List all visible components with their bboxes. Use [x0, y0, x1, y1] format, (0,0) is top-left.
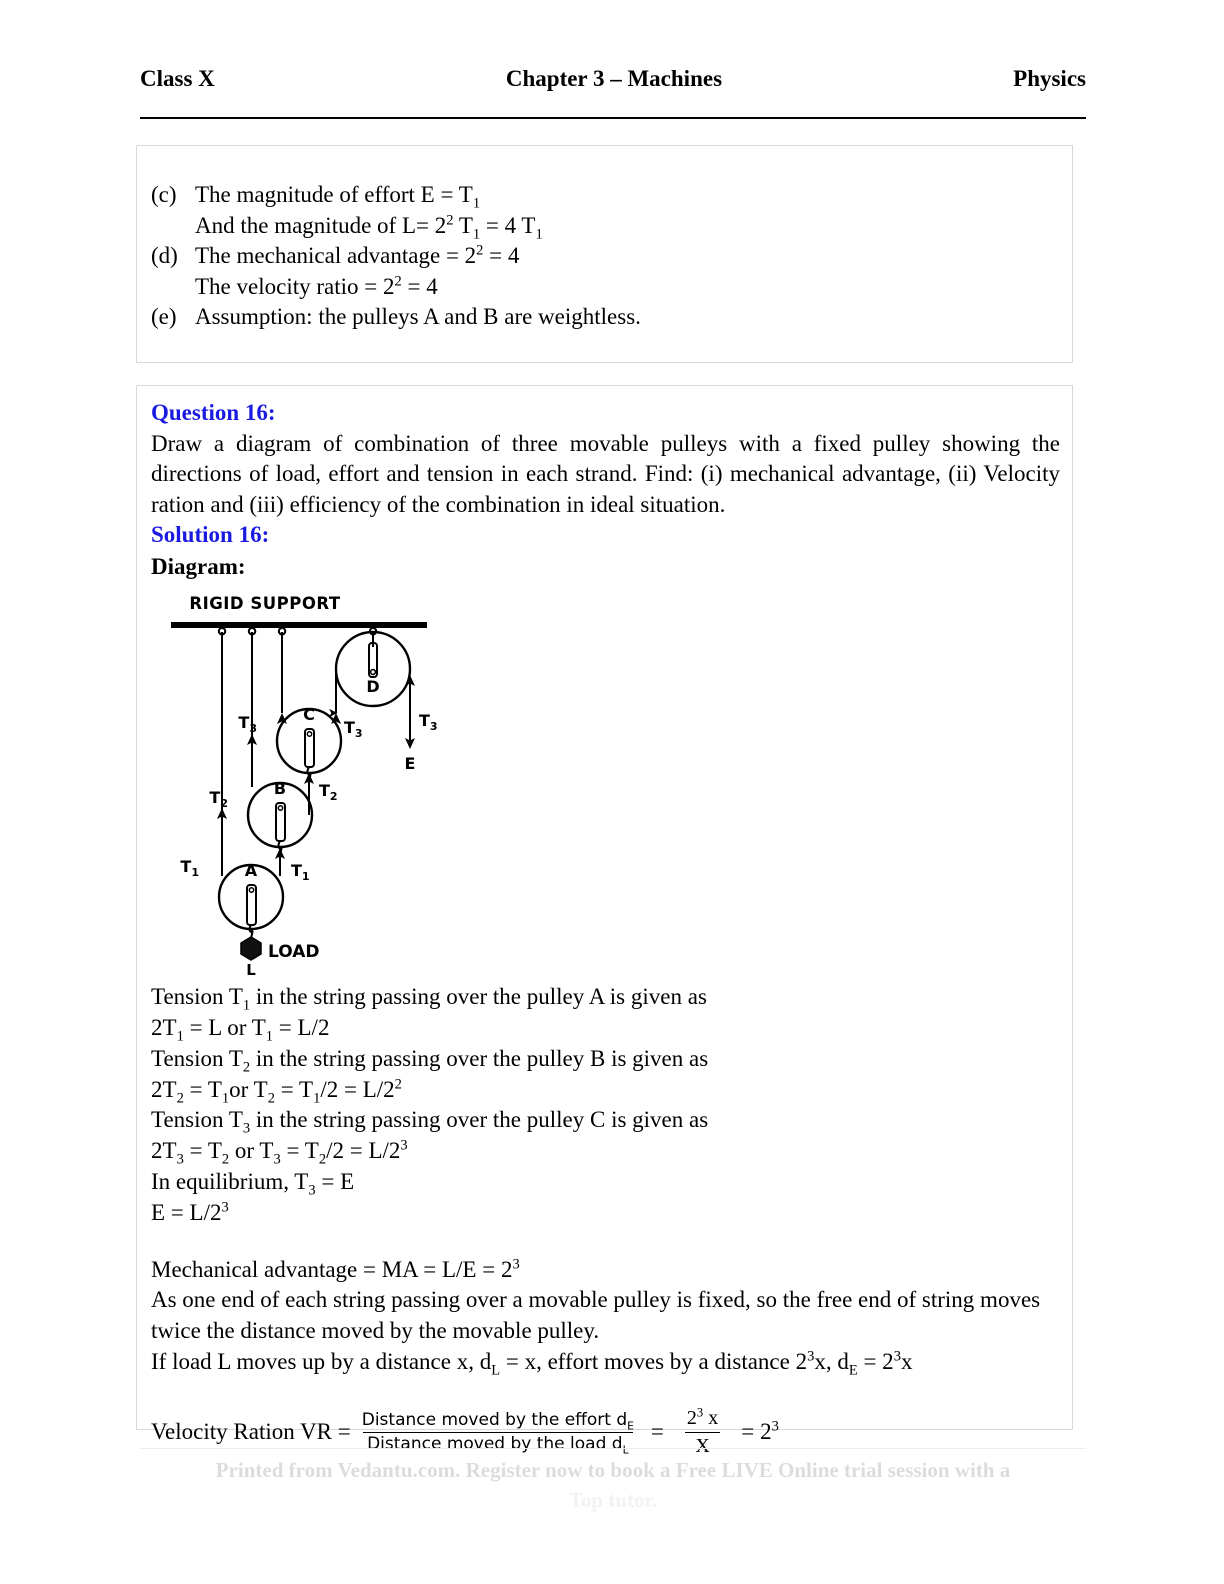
text-fragment: = T: [183, 1076, 222, 1102]
text-fragment: In equilibrium, T: [151, 1168, 309, 1194]
label-t3-mid: $T_3$: [344, 718, 363, 741]
text-fragment: = T: [183, 1138, 222, 1164]
text-fragment: /2 = L/2: [326, 1138, 401, 1164]
velocity-ratio-formula: [151, 1406, 1060, 1459]
superscript: 2: [476, 242, 484, 259]
solution-line: [151, 1198, 1060, 1229]
label-t3-left: $T_3$: [238, 713, 257, 736]
text-fragment: E = L/2: [151, 1199, 222, 1225]
pulley-c-label: C: [303, 705, 315, 725]
subscript: E: [848, 1362, 858, 1379]
text-fragment: Tension T: [151, 1107, 243, 1133]
question-heading: Question 16:: [151, 400, 276, 425]
label-t1-right: $T_1$: [291, 861, 310, 884]
text-fragment: Mechanical advantage = MA = L/E = 2: [151, 1256, 513, 1282]
label-t2-right: $T_2$: [319, 781, 338, 804]
subscript: 3: [308, 1182, 316, 1199]
vr-equals-2: =: [741, 1419, 755, 1445]
vr-equals-1: =: [650, 1419, 664, 1445]
solution-heading: Solution 16:: [151, 522, 270, 548]
vr-denominator: Distance moved by the load $d_L$: [363, 1432, 632, 1455]
load-symbol-label: L: [246, 961, 256, 977]
support-eyelets: [219, 628, 376, 634]
vr-value-denominator: X: [685, 1432, 719, 1459]
list-marker-c: (c): [151, 182, 177, 207]
header-divider: [140, 117, 1086, 119]
text-fragment: = E: [315, 1168, 355, 1194]
superscript: 3: [221, 1199, 229, 1216]
text-fragment: = L or T: [183, 1014, 266, 1040]
text-fragment: = 4 T: [480, 212, 536, 238]
solution-line: [151, 982, 1060, 1013]
text-fragment: in the string passing over the pulley A is given as: [250, 984, 707, 1010]
text-fragment: = 2: [857, 1349, 894, 1375]
pulley-diagram-svg: [169, 591, 469, 976]
pulley-b-axle: [278, 806, 282, 810]
footer-watermark: [140, 1455, 1086, 1516]
vr-value-fraction: [677, 1406, 728, 1459]
text-fragment: = x, effort moves by a distance 2: [500, 1349, 808, 1375]
text-fragment: x, d: [814, 1349, 849, 1375]
subscript: 1: [313, 1090, 321, 1107]
solution-line: [151, 1255, 1060, 1286]
lettered-answer-list: [151, 180, 1062, 333]
solution-blank-line: [151, 1229, 1060, 1255]
list-marker-d: (d): [151, 243, 178, 269]
rigid-support-label: RIGID SUPPORT: [189, 594, 341, 614]
subscript: 1: [242, 997, 251, 1014]
solution-line: [151, 1167, 1060, 1198]
subscript: 2: [267, 1090, 275, 1107]
subscript: 1: [472, 226, 481, 243]
subscript: 1: [265, 1028, 274, 1045]
superscript: 3: [512, 1255, 520, 1272]
text-fragment: T: [453, 212, 473, 238]
superscript: 2: [446, 211, 454, 228]
vr-result: $2^3$: [760, 1418, 779, 1445]
subscript: 2: [242, 1059, 251, 1076]
list-item-e: [151, 302, 1062, 333]
list-item-d-continued: [151, 272, 1062, 303]
pulley-a-hook: [250, 925, 253, 938]
text-fragment: = T: [274, 1076, 314, 1102]
pulley-d-label: D: [366, 677, 380, 697]
solution-line: [151, 1347, 1060, 1378]
label-effort: E: [404, 754, 416, 774]
solution-line: [151, 1136, 1060, 1167]
text-fragment: 2T: [151, 1138, 177, 1164]
pulley-a-axle: [249, 888, 253, 892]
subscript: 1: [176, 1028, 184, 1045]
header-class: Class X: [140, 66, 215, 91]
text-fragment: x: [900, 1349, 913, 1375]
text-fragment: = T: [280, 1138, 319, 1164]
label-t1-left: $T_1$: [180, 857, 199, 880]
superscript: 2: [394, 1075, 402, 1092]
diagram-heading: Diagram:: [151, 553, 246, 579]
list-text-d: The mechanical advantage = $2^2 = 4$: [195, 242, 520, 269]
solution-line: [151, 1044, 1060, 1075]
superscript: 3: [771, 1418, 779, 1435]
pulley-a-label: A: [244, 861, 258, 881]
text-fragment: = L/2: [273, 1014, 330, 1040]
text-fragment: 2T: [151, 1014, 177, 1040]
solution-line: [151, 1285, 1060, 1347]
vr-value-numerator: $2^3$ x: [686, 1405, 719, 1429]
text-fragment: or T: [229, 1138, 274, 1164]
label-t2-left: $T_2$: [209, 788, 228, 811]
text-fragment: 2T: [151, 1076, 177, 1102]
load-weight-hexagon: [241, 937, 261, 960]
solution-line: [151, 1013, 1060, 1044]
subscript: 1: [472, 195, 481, 212]
subscript: 2: [221, 1151, 230, 1168]
rigid-support-bar: [171, 622, 427, 628]
text-fragment: Tension T: [151, 984, 243, 1010]
solution-line: [151, 1105, 1060, 1136]
pulley-c-axle: [307, 732, 311, 736]
list-marker-e: (e): [151, 304, 177, 330]
subscript: 2: [176, 1090, 184, 1107]
list-text-c: The magnitude of effort $E = T_1$: [195, 182, 481, 212]
list-text-e: Assumption: the pulleys A and B are weightless.: [195, 304, 641, 330]
label-t3-right: $T_3$: [419, 711, 438, 734]
footer-line-1: Printed from Vedantu.com. Register now to book a Free LIVE Online trial session with a: [215, 1458, 1011, 1482]
list-item-d: [151, 241, 1062, 272]
question-16-box: [136, 385, 1073, 1457]
superscript: 3: [807, 1348, 815, 1365]
subscript: 3: [273, 1151, 281, 1168]
pulley-b-label: B: [273, 779, 287, 799]
page-header: [140, 66, 1086, 92]
superscript: 2: [394, 273, 402, 290]
text-fragment: And the magnitude of L= 2: [195, 212, 447, 238]
pulley-a-hanger: [247, 885, 256, 925]
text-fragment: If load L moves up by a distance x, d: [151, 1349, 492, 1375]
subscript: E: [627, 1418, 634, 1432]
footer-line-2: Top tutor.: [568, 1488, 658, 1513]
pulley-system-diagram: [169, 591, 469, 976]
vr-numerator: Distance moved by the effort $d_E$: [361, 1409, 634, 1432]
superscript: 3: [696, 1405, 704, 1420]
text-fragment: /2 = L/2: [320, 1076, 395, 1102]
pulley-b-hanger: [276, 803, 285, 841]
question-text: Draw a diagram of combination of three movable pulleys with a fixed pulley showing the directions of load, effort and tension in each strand. Find: (i) mechanical advantage, (ii) Velocity ration and (iii) efficiency of the combination in ideal situation.: [151, 430, 1060, 517]
subscript: 3: [176, 1151, 184, 1168]
list-item-c: [151, 180, 1062, 211]
subscript: 1: [221, 1090, 230, 1107]
list-item-c-continued: [151, 211, 1062, 242]
subscript: L: [491, 1362, 501, 1379]
text-fragment: = 4: [401, 273, 438, 299]
pulley-c-hanger: [305, 729, 314, 767]
text-fragment: in the string passing over the pulley B is given as: [250, 1045, 709, 1071]
subscript: 2: [318, 1151, 327, 1168]
load-label: LOAD: [268, 942, 320, 963]
text-fragment: in the string passing over the pulley C is given as: [250, 1107, 709, 1133]
superscript: 3: [400, 1137, 408, 1154]
pulley-d-axle: [371, 670, 376, 675]
subscript: 3: [242, 1120, 251, 1137]
footer-divider: [140, 1448, 1086, 1449]
text-fragment: Tension T: [151, 1045, 243, 1071]
header-chapter-title: Chapter 3 – Machines: [505, 66, 723, 91]
text-fragment: The velocity ratio = 2: [195, 273, 395, 299]
header-subject: Physics: [1013, 66, 1086, 91]
text-fragment: or T: [229, 1076, 268, 1102]
text-fragment: As one end of each string passing over a movable pulley is fixed, so the free end of string moves twice the distance moved by the movable pulley.: [151, 1287, 1041, 1344]
subscript: L: [622, 1443, 629, 1457]
subscript: 1: [535, 226, 543, 243]
solution-line: [151, 1075, 1060, 1106]
answer-parts-box: [136, 145, 1073, 363]
solution-working-text: [151, 982, 1060, 1378]
superscript: 3: [893, 1348, 901, 1365]
vr-lead-text: Velocity Ration VR =: [151, 1419, 351, 1445]
